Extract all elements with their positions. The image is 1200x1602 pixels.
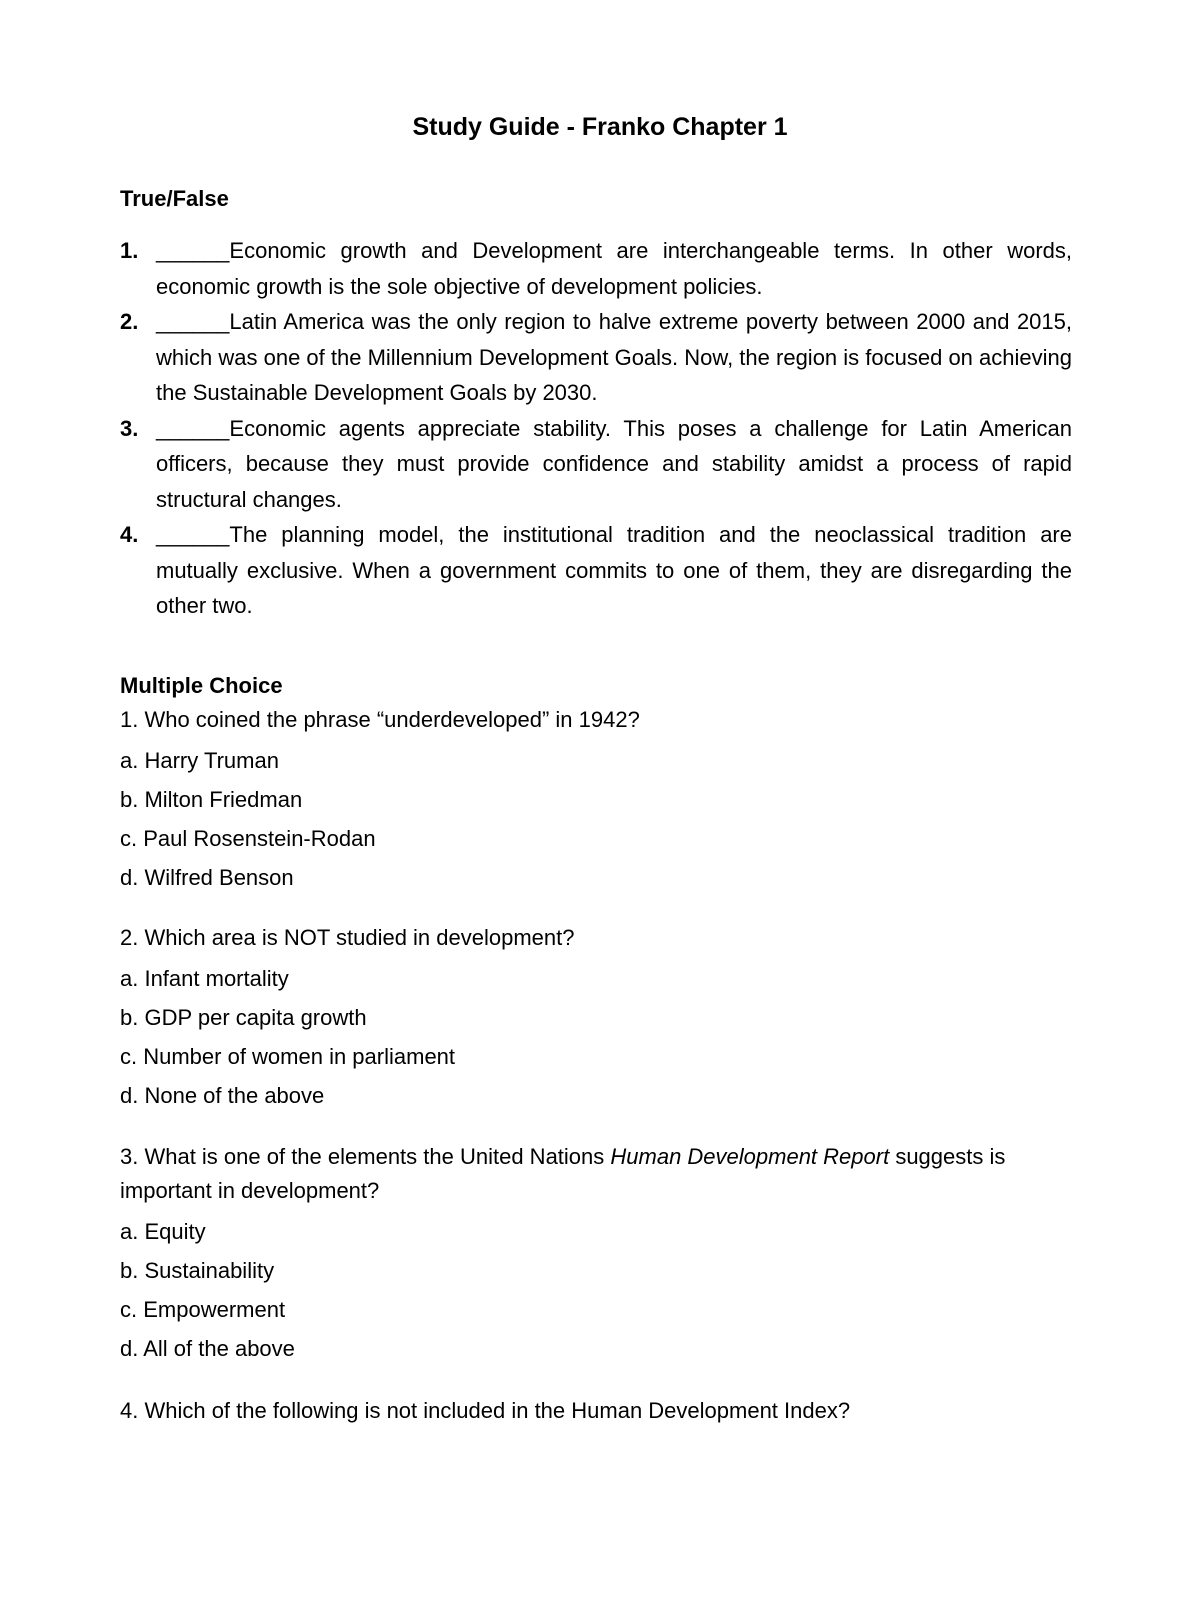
- question-text: 1. Who coined the phrase “underdeveloped” in 1942?: [120, 707, 640, 732]
- report-title-italic: Human Development Report: [610, 1144, 890, 1169]
- question-text: 4. Which of the following is not included in the Human Development Index?: [120, 1398, 851, 1423]
- answer-option: d. All of the above: [120, 1336, 295, 1361]
- answer-option: c. Paul Rosenstein-Rodan: [120, 826, 376, 851]
- true-false-item: [120, 233, 1072, 304]
- true-false-heading: True/False: [120, 186, 229, 211]
- question-block: [120, 703, 1080, 897]
- answer-option: c. Number of women in parliament: [120, 1044, 456, 1069]
- item-text: ______Economic growth and Development are interchangeable terms. In other words, economic growth is the sole objective of development policies.: [156, 238, 1072, 299]
- answer-option: b. Sustainability: [120, 1258, 275, 1283]
- true-false-item: [120, 517, 1072, 624]
- question-text: 2. Which area is NOT studied in development?: [120, 925, 575, 950]
- true-false-item: [120, 304, 1072, 411]
- item-text: ______Economic agents appreciate stability. This poses a challenge for Latin American officers, because they must provide confidence and stability amidst a process of rapid structural changes.: [156, 415, 1072, 512]
- item-text: ______The planning model, the institutional tradition and the neoclassical tradition are mutually exclusive. When a government commits to one of them, they are disregarding the other two.: [156, 522, 1072, 618]
- answer-option: b. Milton Friedman: [120, 787, 303, 812]
- question-text: [120, 1140, 1080, 1208]
- answer-option: c. Empowerment: [120, 1297, 286, 1322]
- answer-option: d. Wilfred Benson: [120, 865, 294, 890]
- question-block: [120, 1140, 1080, 1368]
- document-title: Study Guide - Franko Chapter 1: [412, 113, 788, 141]
- question-text-end: suggests is important in development?: [120, 1144, 1006, 1203]
- true-false-item: [120, 411, 1072, 518]
- answer-option: a. Infant mortality: [120, 966, 289, 991]
- item-text: ______Latin America was the only region to halve extreme poverty between 2000 and 2015, which was one of the Millennium Development Goals. Now, the region is focused on achieving the Sustainable Development Goals by 2030.: [156, 309, 1072, 405]
- true-false-list: [120, 233, 1072, 624]
- multiple-choice-heading: Multiple Choice: [120, 673, 283, 698]
- item-number: 4.: [120, 522, 139, 547]
- answer-option: d. None of the above: [120, 1083, 325, 1108]
- item-number: 2.: [120, 309, 139, 334]
- answer-option: b. GDP per capita growth: [120, 1005, 367, 1030]
- question-text-start: 3. What is one of the elements the United Nations: [120, 1144, 611, 1169]
- answer-option: a. Equity: [120, 1219, 206, 1244]
- question-block: [120, 1394, 1080, 1432]
- item-number: 3.: [120, 415, 139, 441]
- answer-option: a. Harry Truman: [120, 748, 279, 773]
- item-number: 1.: [120, 238, 139, 263]
- question-block: [120, 921, 1080, 1115]
